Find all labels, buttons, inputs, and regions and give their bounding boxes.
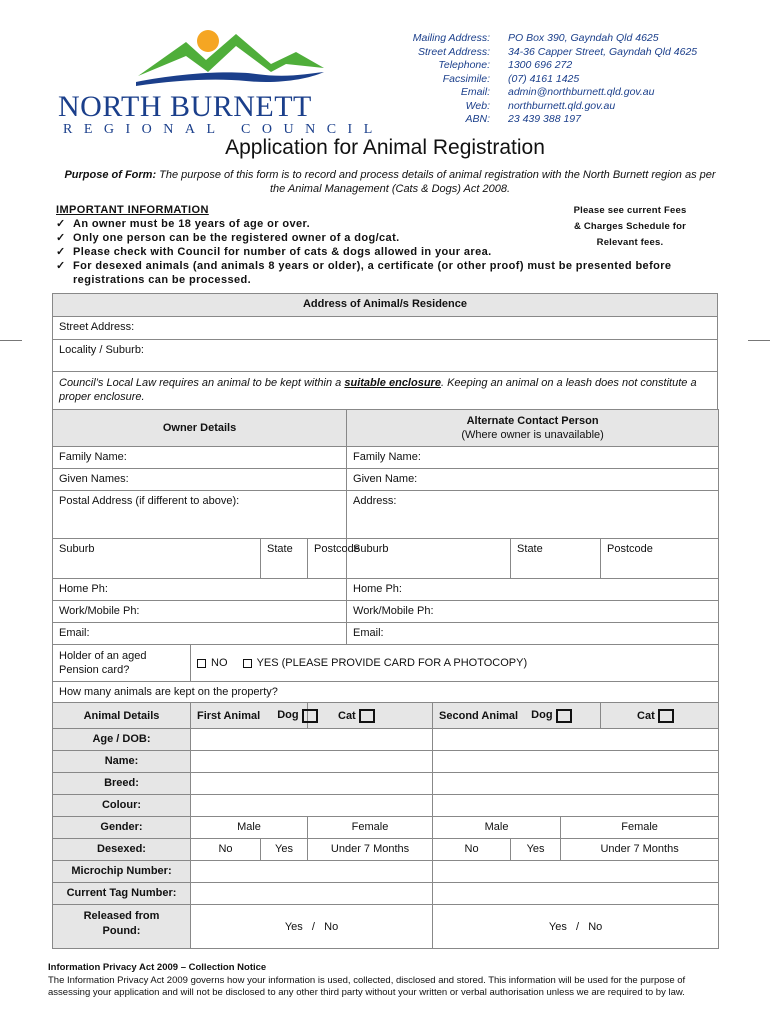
first-dog-label: Dog <box>277 709 299 722</box>
first-age-field[interactable] <box>191 729 433 751</box>
email-value: admin@northburnett.qld.gov.au <box>508 86 655 98</box>
fold-mark-right <box>748 340 770 341</box>
released-from-pound-label <box>53 905 191 949</box>
first-gender-male[interactable]: Male <box>191 817 308 839</box>
mountain-logo-icon <box>136 24 326 86</box>
mailing-value: PO Box 390, Gayndah Qld 4625 <box>508 32 659 44</box>
facsimile-label: Facsimile: <box>442 72 490 85</box>
street-address-field[interactable]: Street Address: <box>53 317 718 340</box>
important-item: An owner must be 18 years of age or over. <box>73 218 311 230</box>
second-cat-checkbox[interactable] <box>658 709 674 723</box>
alt-given-name-field[interactable]: Given Name: <box>347 469 719 491</box>
first-name-field[interactable] <box>191 751 433 773</box>
first-desexed-under7[interactable]: Under 7 Months <box>308 839 433 861</box>
first-microchip-field[interactable] <box>191 861 433 883</box>
check-icon: ✓ <box>56 260 66 272</box>
council-logo <box>58 24 384 137</box>
how-many-animals-field[interactable]: How many animals are kept on the property? <box>53 682 719 703</box>
second-animal-heading <box>433 703 601 729</box>
facsimile-value: (07) 4161 1425 <box>508 72 580 85</box>
desexed-label: Desexed: <box>53 839 191 861</box>
telephone-label: Telephone: <box>438 59 490 71</box>
residence-heading: Address of Animal/s Residence <box>53 294 718 317</box>
second-gender-male[interactable]: Male <box>433 817 561 839</box>
fees-line: & Charges Schedule for <box>573 221 687 232</box>
pension-card-options <box>191 645 719 682</box>
important-heading: IMPORTANT INFORMATION <box>56 204 209 216</box>
enclosure-text: Council’s Local Law requires an animal to be kept within a <box>59 377 345 389</box>
first-gender-female[interactable]: Female <box>308 817 433 839</box>
important-item: Only one person can be the registered owner of a dog/cat. <box>73 232 400 244</box>
released-label-line: Released from <box>83 910 160 922</box>
second-name-field[interactable] <box>433 751 719 773</box>
second-cat-label: Cat <box>637 709 655 722</box>
first-animal-heading <box>191 703 308 729</box>
first-cat-checkbox[interactable] <box>359 709 375 723</box>
owner-family-name-field[interactable]: Family Name: <box>53 447 347 469</box>
second-cat-cell <box>601 703 719 729</box>
second-colour-field[interactable] <box>433 795 719 817</box>
first-desexed-yes[interactable]: Yes <box>261 839 308 861</box>
purpose-text: The purpose of this form is to record and process details of animal registration with the North Burnett region as per the Animal Management (Cats & Dogs) Act 2008. <box>159 169 716 195</box>
second-breed-field[interactable] <box>433 773 719 795</box>
second-desexed-under7[interactable]: Under 7 Months <box>561 839 719 861</box>
breed-label: Breed: <box>53 773 191 795</box>
gender-label: Gender: <box>53 817 191 839</box>
pension-card-label <box>53 645 191 682</box>
owner-suburb-field[interactable]: Suburb <box>53 539 261 579</box>
alt-state-field[interactable]: State <box>511 539 601 579</box>
owner-email-field[interactable]: Email: <box>53 623 347 645</box>
microchip-label: Microchip Number: <box>53 861 191 883</box>
council-subtitle: REGIONAL COUNCIL <box>63 122 384 137</box>
fees-line: Relevant fees. <box>596 237 664 248</box>
check-icon: ✓ <box>56 232 66 244</box>
enclosure-notice <box>53 372 718 412</box>
first-colour-field[interactable] <box>191 795 433 817</box>
alt-suburb-field[interactable]: Suburb <box>347 539 511 579</box>
contact-details <box>400 32 697 127</box>
alternate-contact-title: Alternate Contact Person <box>466 415 599 427</box>
important-item: Please check with Council for number of cats & dogs allowed in your area. <box>73 246 492 258</box>
alt-work-phone-field[interactable]: Work/Mobile Ph: <box>347 601 719 623</box>
street-label: Street Address: <box>418 45 490 58</box>
first-desexed-no[interactable]: No <box>191 839 261 861</box>
alternate-contact-sub: (Where owner is unavailable) <box>461 429 604 441</box>
owner-postcode-field[interactable]: Postcode <box>308 539 347 579</box>
owner-home-phone-field[interactable]: Home Ph: <box>53 579 347 601</box>
alt-family-name-field[interactable]: Family Name: <box>347 447 719 469</box>
important-item: For desexed animals (and animals 8 years or older), a certificate (or other proof) must be presented before registrations can be processed. <box>73 260 672 286</box>
purpose-label: Purpose of Form: <box>64 169 157 181</box>
owner-state-field[interactable]: State <box>261 539 308 579</box>
first-tag-field[interactable] <box>191 883 433 905</box>
pension-label-line: Pension card? <box>59 664 130 676</box>
alternate-contact-heading <box>347 410 719 447</box>
check-icon: ✓ <box>56 218 66 230</box>
pension-no-label: NO <box>211 657 228 669</box>
owner-work-phone-field[interactable]: Work/Mobile Ph: <box>53 601 347 623</box>
pension-yes-label: YES (PLEASE PROVIDE CARD FOR A PHOTOCOPY) <box>256 657 528 669</box>
alt-address-field[interactable]: Address: <box>347 491 719 539</box>
first-cat-cell <box>308 703 433 729</box>
privacy-notice <box>48 962 728 1000</box>
first-animal-label: First Animal <box>197 709 261 722</box>
owner-details-heading: Owner Details <box>53 410 347 447</box>
privacy-heading: Information Privacy Act 2009 – Collection Notice <box>48 962 267 973</box>
owner-postal-address-field[interactable]: Postal Address (if different to above): <box>53 491 347 539</box>
first-cat-label: Cat <box>338 709 356 722</box>
enclosure-emphasis: suitable enclosure <box>344 377 441 389</box>
second-dog-label: Dog <box>531 709 553 722</box>
alt-email-field[interactable]: Email: <box>347 623 719 645</box>
list-item <box>56 259 726 287</box>
first-dog-checkbox[interactable] <box>302 709 318 723</box>
check-icon: ✓ <box>56 246 66 258</box>
name-label: Name: <box>53 751 191 773</box>
pension-no-checkbox[interactable] <box>197 659 206 668</box>
pension-yes-checkbox[interactable] <box>243 659 252 668</box>
enclosure-text: . Keeping an animal on a leash does not constitute a proper enclosure. <box>59 377 697 403</box>
privacy-text: The Information Privacy Act 2009 governs how your information is used, collected, disclosed and stored. This information will be used for the purpose of assessing your application and will not be disclosed to any other third party without your written or verbal authorisation unless we are required to by law. <box>48 974 686 998</box>
telephone-value: 1300 696 272 <box>508 59 573 71</box>
second-dog-checkbox[interactable] <box>556 709 572 723</box>
second-tag-field[interactable] <box>433 883 719 905</box>
tag-number-label: Current Tag Number: <box>53 883 191 905</box>
second-desexed-no[interactable]: No <box>433 839 511 861</box>
animal-details-heading: Animal Details <box>53 703 191 729</box>
first-breed-field[interactable] <box>191 773 433 795</box>
locality-field[interactable]: Locality / Suburb: <box>53 340 718 372</box>
purpose-of-form <box>60 168 720 196</box>
age-dob-label: Age / DOB: <box>53 729 191 751</box>
street-value: 34-36 Capper Street, Gayndah Qld 4625 <box>508 45 698 58</box>
released-label-line: Pound: <box>102 925 141 937</box>
second-animal-label: Second Animal <box>439 709 519 722</box>
owner-given-names-field[interactable]: Given Names: <box>53 469 347 491</box>
second-gender-female[interactable]: Female <box>561 817 719 839</box>
pension-label-line: Holder of an aged <box>59 650 147 662</box>
council-name: NORTH BURNETT <box>58 90 312 123</box>
fold-mark-left <box>0 340 22 341</box>
web-value: northburnett.qld.gov.au <box>508 99 616 112</box>
second-age-field[interactable] <box>433 729 719 751</box>
alt-postcode-field[interactable]: Postcode <box>601 539 719 579</box>
web-label: Web: <box>465 99 490 112</box>
abn-value: 23 439 388 197 <box>508 113 581 125</box>
fees-line: Please see current Fees <box>573 205 687 216</box>
form-title: Application for Animal Registration <box>225 136 545 159</box>
first-released-options[interactable]: Yes / No <box>191 905 433 949</box>
residence-table <box>52 293 718 412</box>
email-label: Email: <box>460 86 490 98</box>
abn-label: ABN: <box>465 113 490 125</box>
colour-label: Colour: <box>53 795 191 817</box>
alt-home-phone-field[interactable]: Home Ph: <box>347 579 719 601</box>
second-released-options[interactable]: Yes / No <box>433 905 719 949</box>
second-microchip-field[interactable] <box>433 861 719 883</box>
owner-animal-table <box>52 409 719 949</box>
fees-note <box>560 203 700 251</box>
mailing-label: Mailing Address: <box>412 32 490 44</box>
second-desexed-yes[interactable]: Yes <box>511 839 561 861</box>
